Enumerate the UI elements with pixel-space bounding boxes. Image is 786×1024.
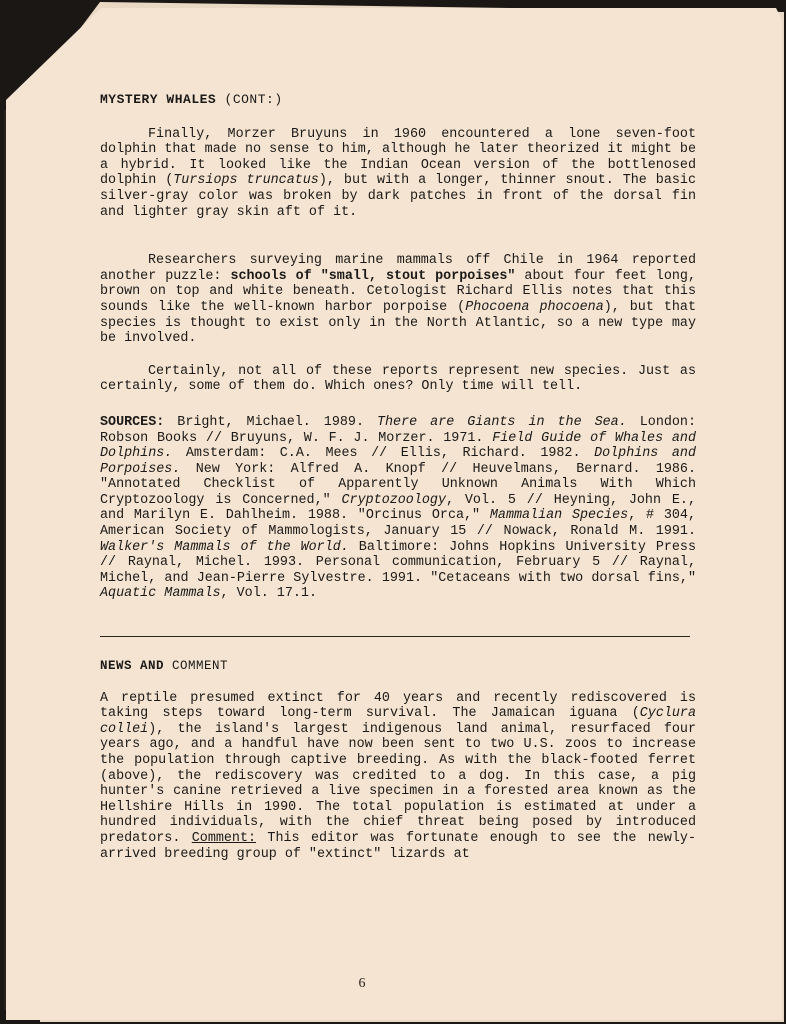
divider xyxy=(100,636,690,637)
paragraph-iguana: A reptile presumed extinct for 40 years and recently rediscovered is taking steps toward long-term survival. The Jamaican iguana (Cyclura collei), the island's largest indigenous land animal, resurfaced four years ago, and a handful have now been sent to two U.S. zoos to increase the population through captive breeding. As with the black-footed ferret (above), the rediscovery was credited to a dog. In this case, a pig hunter's canine retrieved a live specimen in a forested area known as the Hellshire Hills in 1990. The total population is estimated at under a hundred individuals, with the chief threat being posed by introduced predators. Comment: This editor was fortunate enough to see the newly-arrived breeding group of "extinct" lizards at xyxy=(100,690,696,862)
paragraph-chile: Researchers surveying marine mammals off Chile in 1964 reported another puzzle: schools of "small, stout porpoises" about four feet long, brown on top and white beneath. Cetologist Richard Ellis notes that this sounds like the well-known harbor porpoise (Phocoena phocoena), but that species is thought to exist only in the North Atlantic, so a new type may be involved. xyxy=(100,253,696,347)
page-content xyxy=(100,92,696,862)
binding-edge xyxy=(4,110,6,1010)
paragraph-morzer: Finally, Morzer Bruyuns in 1960 encountered a lone seven-foot dolphin that made no sense to him, although he later theorized it might be a hybrid. It looked like the Indian Ocean version of the bottlenosed dolphin (Tursiops truncatus), but with a longer, thinner snout. The basic silver-gray color was broken by dark patches in front of the dorsal fin and lighter gray skin aft of it. xyxy=(100,126,696,220)
section-title-mystery-whales: MYSTERY WHALES (CONT:) xyxy=(100,92,283,107)
page-number: 6 xyxy=(358,976,366,991)
paragraph-certainly: Certainly, not all of these reports represent new species. Just as certainly, some of them do. Which ones? Only time will tell. xyxy=(100,363,696,395)
section-title-news: NEWS AND COMMENT xyxy=(100,659,229,674)
sources-paragraph: SOURCES: Bright, Michael. 1989. There are Giants in the Sea. London: Robson Books // Bruyuns, W. F. J. Morzer. 1971. Field Guide of Whales and Dolphins. Amsterdam: C.A. Mees // Ellis, Richard. 1982. Dolphins and Porpoises. New York: Alfred A. Knopf // Heuvelmans, Bernard. 1986. "Annotated Checklist of Apparently Unknown Animals With Which Cryptozoology is Concerned," Cryptozoology, Vol. 5 // Heyning, John E., and Marilyn E. Dahlheim. 1988. "Orcinus Orca," Mammalian Species, # 304, American Society of Mammologists, January 15 // Nowack, Ronald M. 1991. Walker's Mammals of the World. Baltimore: Johns Hopkins University Press // Raynal, Michel. 1993. Personal communication, February 5 // Raynal, Michel, and Jean-Pierre Sylvestre. 1991. "Cetaceans with two dorsal fins," Aquatic Mammals, Vol. 17.1. xyxy=(100,414,697,602)
